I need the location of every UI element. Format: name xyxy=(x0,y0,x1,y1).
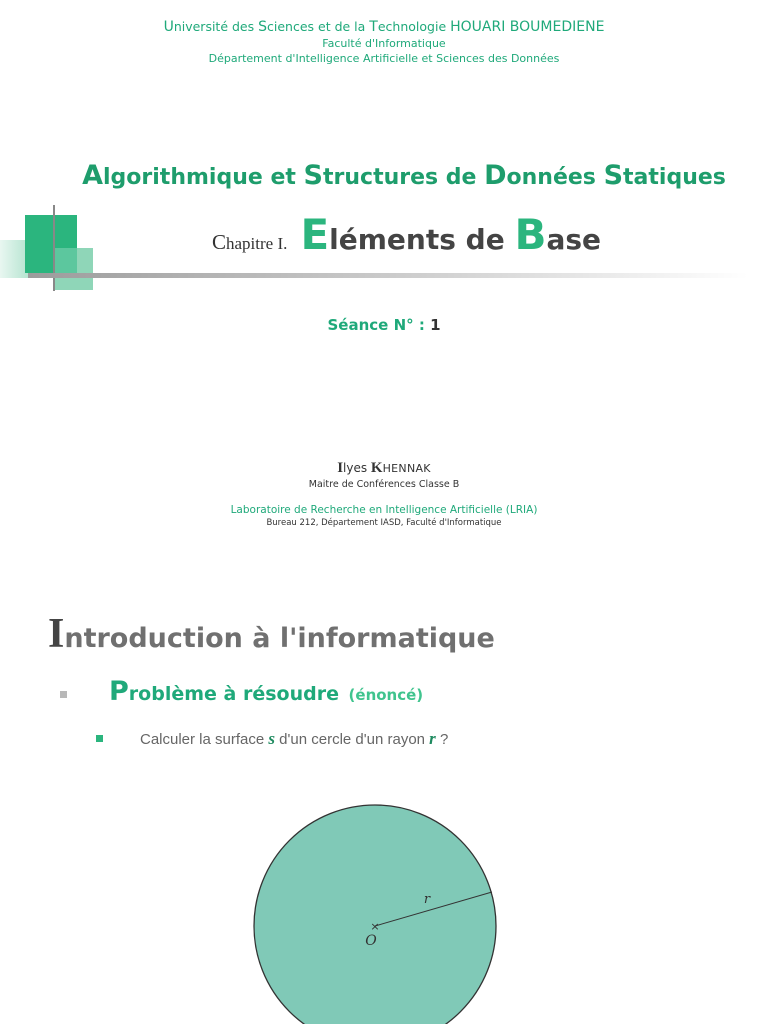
course-word-cap: A xyxy=(82,160,104,191)
course-word-cap: S xyxy=(303,160,323,191)
course-title xyxy=(0,160,768,191)
uni-word-rest: echnologie xyxy=(377,19,451,34)
decorative-vertical-line xyxy=(53,205,55,291)
slide-title-cap: I xyxy=(48,611,65,657)
center-mark-icon: × xyxy=(370,920,380,933)
author-last-cap: K xyxy=(370,460,383,476)
circle-shape xyxy=(254,805,496,1024)
bullet-square-icon xyxy=(60,691,67,698)
chapter-divider-line xyxy=(28,273,748,278)
uni-word-cap: T xyxy=(369,19,378,35)
faculty-name: Faculté d'Informatique xyxy=(322,36,446,50)
slide-title-rest: ntroduction à l'informatique xyxy=(64,623,495,654)
author-name xyxy=(0,460,768,477)
chapter-title-cap: E xyxy=(300,210,330,259)
variable-r: r xyxy=(429,729,436,748)
session-number xyxy=(0,316,768,334)
course-word-rest: tatiques xyxy=(623,165,726,190)
problem-question xyxy=(140,729,448,749)
course-word-cap: S xyxy=(603,160,624,191)
center-label: O xyxy=(365,933,377,949)
author-role: Maitre de Conférences Classe B xyxy=(308,479,460,490)
chapter-title xyxy=(300,210,602,259)
question-text: ? xyxy=(435,731,449,748)
uni-word-cap: U xyxy=(163,19,174,35)
problem-note: (énoncé) xyxy=(348,686,424,704)
bullet-square-icon xyxy=(96,735,103,742)
chapter-title-mid: léments de xyxy=(329,223,515,256)
question-text: Calculer la surface xyxy=(140,731,269,748)
uni-word-cap: HOUARI BOUMEDIENE xyxy=(450,19,605,35)
slide-title xyxy=(48,610,495,658)
lab-name: Laboratoire de Recherche en Intelligence Artificielle (LRIA) xyxy=(230,504,538,516)
chapter-title-cap: B xyxy=(514,210,547,259)
chapter-title-rest: ase xyxy=(546,223,602,256)
circle-figure xyxy=(240,795,510,1024)
university-name xyxy=(0,18,768,37)
bureau-address: Bureau 212, Département IASD, Faculté d'Informatique xyxy=(266,518,502,528)
chapter-heading xyxy=(212,210,601,259)
author-first-rest: lyes xyxy=(343,461,371,475)
question-text: d'un cercle d'un rayon xyxy=(275,731,430,748)
course-word-cap: D xyxy=(484,160,507,191)
chapter-label xyxy=(212,230,288,254)
problem-rest: roblème à résoudre xyxy=(128,683,339,705)
author-block xyxy=(0,460,768,528)
radius-label: r xyxy=(423,892,431,907)
author-last-rest: HENNAK xyxy=(382,462,431,475)
course-word-rest: tructures de xyxy=(323,165,485,190)
session-label: Séance N° : xyxy=(327,316,431,334)
uni-word-cap: S xyxy=(258,19,268,35)
session-value: 1 xyxy=(430,316,441,334)
variable-s: s xyxy=(268,729,276,748)
uni-word-rest: niversité des xyxy=(173,19,259,34)
chapter-label-rest: hapitre I. xyxy=(226,234,288,253)
author-first-cap: I xyxy=(337,460,344,476)
problem-heading xyxy=(109,676,423,707)
problem-cap: P xyxy=(109,676,129,707)
university-header xyxy=(0,18,768,67)
chapter-label-cap: C xyxy=(212,230,227,254)
department-name: Département d'Intelligence Artificielle et Sciences des Données xyxy=(208,51,560,65)
decorative-square-overlap xyxy=(55,248,77,273)
uni-word-rest: ciences et de la xyxy=(267,19,370,34)
course-word-rest: onnées xyxy=(506,165,604,190)
course-word-rest: lgorithmique et xyxy=(103,165,304,190)
